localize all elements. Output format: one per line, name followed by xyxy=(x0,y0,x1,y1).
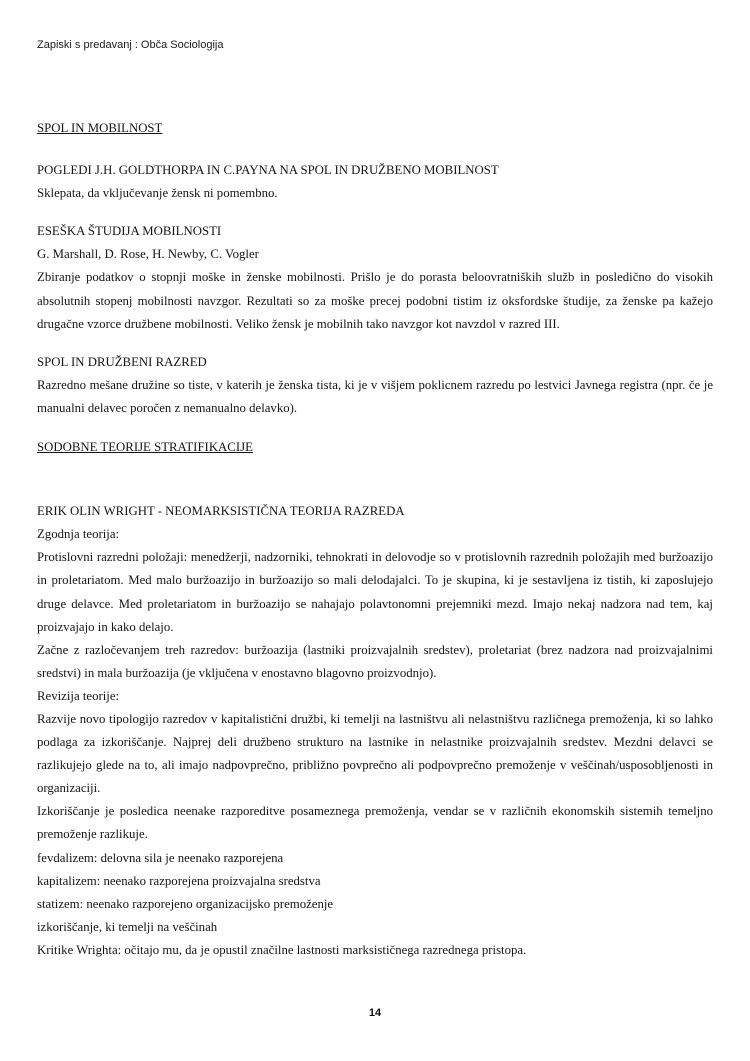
heading-erik-olin-wright: ERIK OLIN WRIGHT - NEOMARKSISTIČNA TEORIJA RAZREDA xyxy=(37,504,405,519)
document-header: Zapiski s predavanj : Obča Sociologija xyxy=(37,39,224,51)
line-kritike-wrighta: Kritike Wrighta: očitajo mu, da je opustil značilne lastnosti marksističnega razrednega pristopa. xyxy=(37,942,527,957)
heading-spol-in-druzbeni-razred: SPOL IN DRUŽBENI RAZRED xyxy=(37,354,207,369)
page-number: 14 xyxy=(368,1007,382,1019)
line-izkoriscanje-vescine: izkoriščanje, ki temelji na veščinah xyxy=(37,919,218,934)
section-title-spol-in-mobilnost: SPOL IN MOBILNOST xyxy=(37,121,163,135)
paragraph-izkoriscanje-posledica: Izkoriščanje je posledica neenake razporeditve posameznega premoženja, vendar se v različnih ekonomskih sistemih temeljno premoženje razlikuje. xyxy=(37,804,713,842)
section-title-sodobne-teorije: SODOBNE TEORIJE STRATIFIKACIJE xyxy=(37,440,253,455)
paragraph-protislovni-polozaji: Protislovni razredni položaji: menedžerji, nadzorniki, tehnokrati in delovodje so v protislovnih razrednih položajih med buržoazijo in proletariatom. Med malo buržoazijo in buržoazijo so mali delodajalci. To je skupina, ki je sestavljena iz tistih, ki zaposlujejo druge delavce. Med proletariatom in buržoazijo se nahajajo polavtonomni prejemniki mezd. Imajo nekaj nadzora nad tem, kaj proizvajajo in kako delajo. xyxy=(37,550,713,634)
line-sklepata: Sklepata, da vključevanje žensk ni pomembno. xyxy=(37,186,278,201)
line-kapitalizem: kapitalizem: neenako razporejena proizvajalna sredstva xyxy=(37,873,321,888)
heading-eseska-studija: ESEŠKA ŠTUDIJA MOBILNOSTI xyxy=(37,224,222,239)
line-statizem: statizem: neenako razporejeno organizacijsko premoženje xyxy=(37,896,334,911)
paragraph-razvije-tipologijo: Razvije novo tipologijo razredov v kapitalistični družbi, ki temelji na lastništvu ali nelastništvu različnega premoženja, ki so lahko podlaga za izkoriščanje. Najprej deli družbeno strukturo na lastnike in nelastnike proizvajalnih sredstev. Mezdni delavci se razlikujejo glede na to, ali imajo nadpovprečno, približno povprečno ali podpovprečno premoženje v veščinah/usposobljenosti in organizaciji. xyxy=(37,711,713,796)
line-zgodnja-teorija: Zgodnja teorija: xyxy=(37,527,120,542)
line-revizija-teorije: Revizija teorije: xyxy=(37,688,120,703)
line-authors: G. Marshall, D. Rose, H. Newby, C. Vogler xyxy=(37,247,259,262)
paragraph-zacne-z-razlocevanjem: Začne z razločevanjem treh razredov: buržoazija (lastniki proizvajalnih sredstev), proletariat (brez nadzora nad proizvajalnimi sredstvi) in mala buržoazija (je vključena v enostavno blagovno proizvodnjo). xyxy=(37,642,713,680)
paragraph-razredno-mesane: Razredno mešane družine so tiste, v katerih je ženska tista, ki je v višjem poklicnem razredu po lestvici Javnega registra (npr. če je manualni delavec poročen z nemanualno delavko). xyxy=(37,377,713,415)
heading-pogledi-goldthorpa-payna: POGLEDI J.H. GOLDTHORPA IN C.PAYNA NA SPOL IN DRUŽBENO MOBILNOST xyxy=(37,163,499,178)
paragraph-zbiranje-podatkov: Zbiranje podatkov o stopnji moške in ženske mobilnosti. Prišlo je do porasta beloovratniških služb in posledično do visokih absolutnih stopenj mobilnosti navzgor. Rezultati so za moške precej podobni tistim iz oksfordske študije, za ženske pa kažejo drugačne vzorce družbene mobilnosti. Veliko žensk je mobilnih tako navzgor kot navzdol v razred III. xyxy=(37,270,713,331)
line-fevdalizem: fevdalizem: delovna sila je neenako razporejena xyxy=(37,850,284,865)
